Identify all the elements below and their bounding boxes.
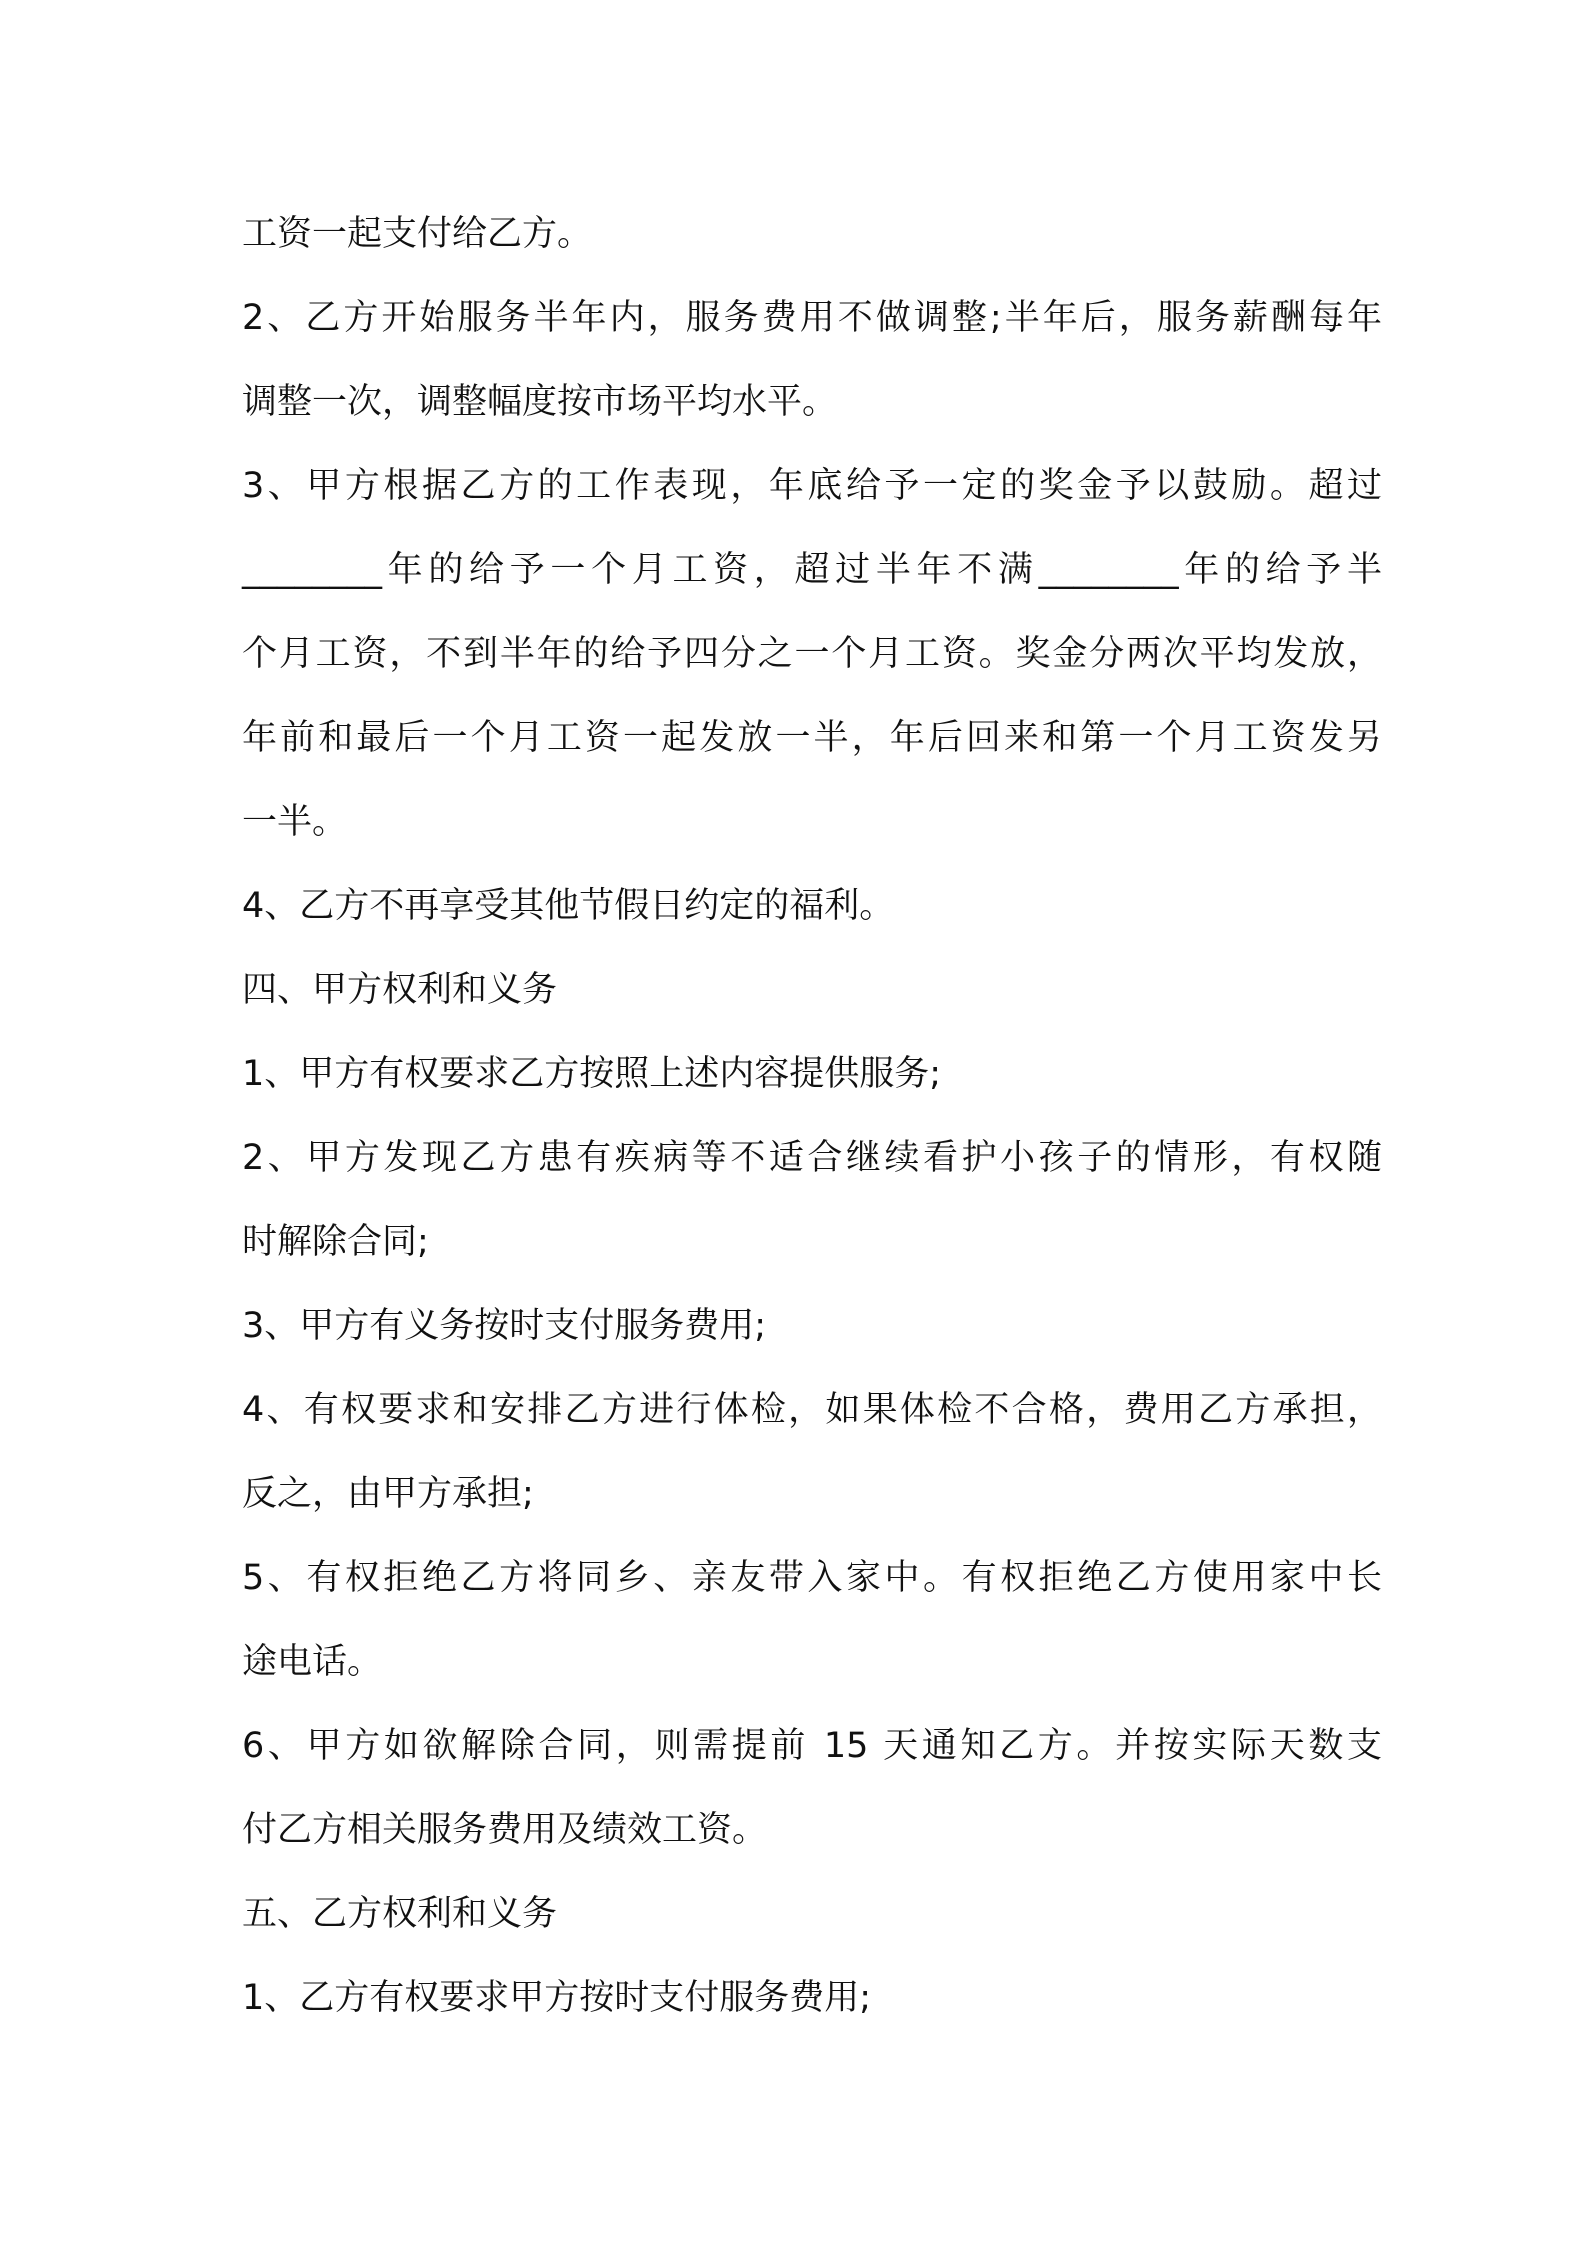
- text-line: 途电话。: [242, 1642, 383, 1682]
- text-line: 2、甲方发现乙方患有疾病等不适合继续看护小孩子的情形，有权随: [242, 1138, 1382, 1178]
- section-heading: 五、乙方权利和义务: [242, 1894, 558, 1934]
- text-line: 4、有权要求和安排乙方进行体检，如果体检不合格，费用乙方承担，: [242, 1390, 1382, 1430]
- text-line: 工资一起支付给乙方。: [242, 214, 593, 254]
- text-line: 反之，由甲方承担;: [242, 1474, 534, 1514]
- section-heading: 四、甲方权利和义务: [242, 970, 558, 1010]
- document-body: [242, 192, 1382, 2040]
- text-line: 4、乙方不再享受其他节假日约定的福利。: [242, 886, 895, 926]
- text-line: 付乙方相关服务费用及绩效工资。: [242, 1810, 768, 1850]
- text-line: 6、甲方如欲解除合同，则需提前 15 天通知乙方。并按实际天数支: [242, 1726, 1382, 1766]
- text-line: 1、甲方有权要求乙方按照上述内容提供服务;: [242, 1054, 942, 1094]
- text-line: 2、乙方开始服务半年内，服务费用不做调整;半年后，服务薪酬每年: [242, 298, 1382, 338]
- text-line: 年前和最后一个月工资一起发放一半，年后回来和第一个月工资发另: [242, 718, 1382, 758]
- text-line: ________年的给予一个月工资，超过半年不满________年的给予半: [242, 550, 1382, 590]
- text-line: 时解除合同;: [242, 1222, 429, 1262]
- text-line: 5、有权拒绝乙方将同乡、亲友带入家中。有权拒绝乙方使用家中长: [242, 1558, 1382, 1598]
- text-line: 3、甲方有义务按时支付服务费用;: [242, 1306, 767, 1346]
- text-line: 个月工资，不到半年的给予四分之一个月工资。奖金分两次平均发放，: [242, 634, 1382, 674]
- text-line: 1、乙方有权要求甲方按时支付服务费用;: [242, 1978, 872, 2018]
- text-line: 调整一次，调整幅度按市场平均水平。: [242, 382, 838, 422]
- text-line: 一半。: [242, 802, 348, 842]
- text-line: 3、甲方根据乙方的工作表现，年底给予一定的奖金予以鼓励。超过: [242, 466, 1382, 506]
